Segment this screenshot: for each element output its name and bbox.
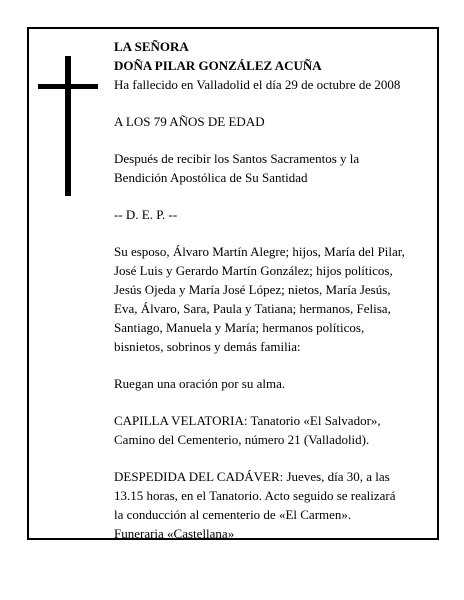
farewell-line: 13.15 horas, en el Tanatorio. Acto seguido se realizará xyxy=(114,488,396,503)
family-line: Eva, Álvaro, Sara, Paula y Tatiana; hermanos, Felisa, xyxy=(114,301,391,316)
chapel-line: Camino del Cementerio, número 21 (Valladolid). xyxy=(114,432,370,447)
family-line: Su esposo, Álvaro Martín Alegre; hijos, María del Pilar, xyxy=(114,244,405,259)
sacraments-line-1: Después de recibir los Santos Sacramentos y la xyxy=(114,151,360,166)
funeral-home-line: Funeraria «Castellana» xyxy=(114,526,235,541)
title-line-1: LA SEÑORA xyxy=(114,39,189,54)
family-line: José Luis y Gerardo Martín González; hijos políticos, xyxy=(114,263,393,278)
title-line-2: DOÑA PILAR GONZÁLEZ ACUÑA xyxy=(114,58,322,73)
family-line: Santiago, Manuela y María; hermanos políticos, xyxy=(114,320,365,335)
farewell-line: DESPEDIDA DEL CADÁVER: Jueves, día 30, a las xyxy=(114,469,390,484)
death-line: Ha fallecido en Valladolid el día 29 de octubre de 2008 xyxy=(114,77,401,92)
cross-vertical-bar xyxy=(65,56,71,196)
farewell-line: la conducción al cementerio de «El Carmen». xyxy=(114,507,352,522)
family-line: Jesús Ojeda y María José López; nietos, María Jesús, xyxy=(114,282,391,297)
notice-text xyxy=(114,37,434,543)
age-line: A LOS 79 AÑOS DE EDAD xyxy=(114,114,265,129)
prayer-line: Ruegan una oración por su alma. xyxy=(114,376,286,391)
sacraments-line-2: Bendición Apostólica de Su Santidad xyxy=(114,170,308,185)
chapel-line: CAPILLA VELATORIA: Tanatorio «El Salvador», xyxy=(114,413,381,428)
cross-horizontal-bar xyxy=(38,84,98,89)
family-line: bisnietos, sobrinos y demás familia: xyxy=(114,339,301,354)
rip-line: -- D. E. P. -- xyxy=(114,207,178,222)
